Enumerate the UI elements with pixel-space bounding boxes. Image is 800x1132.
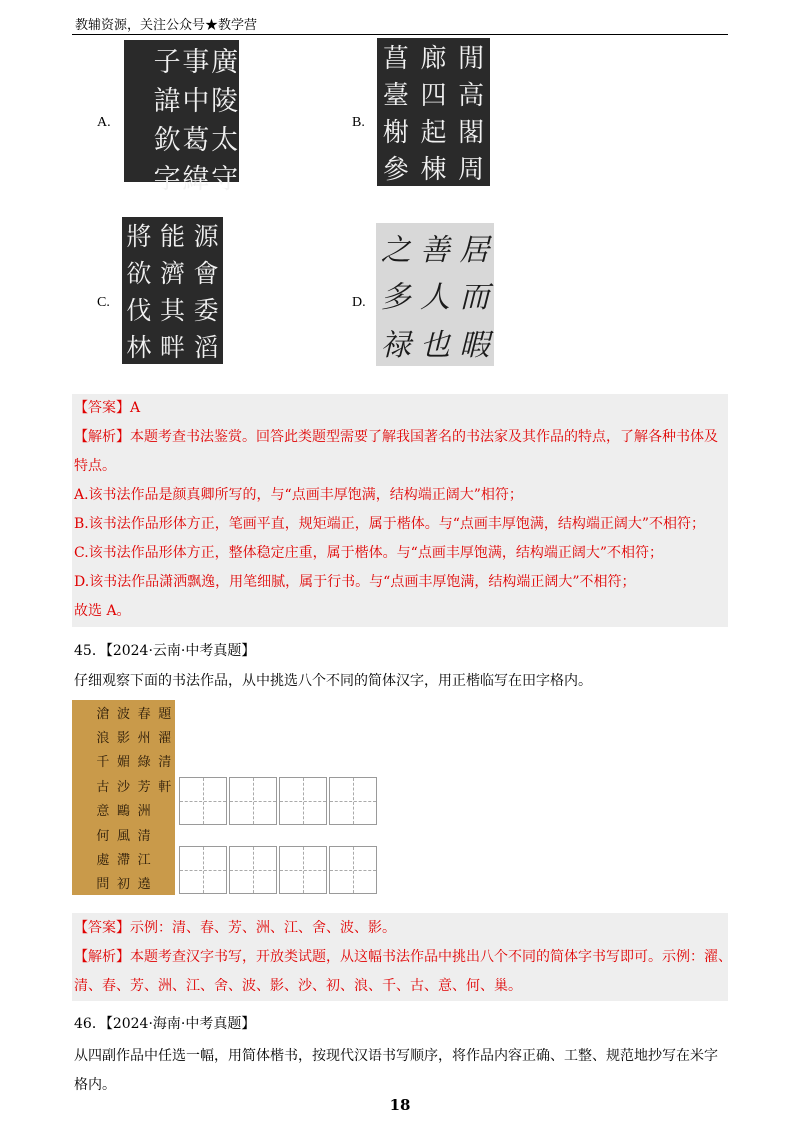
scroll-glyph: 古 [96,779,110,795]
scroll-glyph: 題 [158,706,172,722]
calligraphy-glyph: 滔 [193,332,219,362]
scroll-glyph: 影 [117,731,131,747]
answer-44-box [72,394,728,627]
calligraphy-glyph: 會 [193,259,219,289]
calligraphy-glyph: 閒 [458,44,485,74]
calligraphy-glyph: 能 [160,222,186,252]
tianzige-cell[interactable] [229,846,277,894]
calligraphy-glyph: 伐 [126,295,152,325]
scroll-glyph: 浪 [96,731,110,747]
scroll-glyph: 州 [137,731,151,747]
tianzige-cell[interactable] [229,777,277,825]
scroll-glyph: 遶 [137,877,151,893]
answer-44-line: B.该书法作品形体方正，笔画平直，规矩端正，属于楷体。与“点画丰厚饱满，结构端正阔大”不相符； [74,516,706,532]
calligraphy-glyph: 高 [458,81,485,111]
answer-44-line: 【解析】本题考查书法鉴赏。回答此类题型需要了解我国著名的书法家及其作品的特点，了解各种书体及 [74,429,718,445]
page-number: 18 [389,1096,411,1114]
scroll-glyph: 濯 [158,731,172,747]
scroll-glyph: 風 [117,828,131,844]
answer-45-box [72,913,732,1001]
scroll-glyph [72,724,93,748]
calligraphy-glyph: 禄 [380,328,411,364]
calligraphy-glyph: 棟 [420,155,447,185]
calligraphy-glyph: 善 [420,232,451,268]
option-a-label: A. [97,115,111,130]
question-45-calligraphy-image [72,700,175,895]
calligraphy-glyph: 中 [182,86,210,117]
answer-44-line: D.该书法作品潇洒飘逸，用笔细腻，属于行书。与“点画丰厚饱满，结构端正阔大”不相符； [74,574,636,590]
calligraphy-glyph: 事 [182,47,210,78]
scroll-glyph [72,871,93,895]
answer-45-answer: 【答案】示例：清、春、芳、洲、江、舍、波、影。 [74,920,396,936]
calligraphy-glyph: 廊 [420,44,447,74]
calligraphy-glyph: 守 [211,164,239,195]
calligraphy-glyph: 委 [193,295,219,325]
tianzige-row-2 [179,846,379,894]
page-header: 教辅资源，关注公众号★教学营 [75,18,258,33]
calligraphy-glyph: 參 [382,155,409,185]
calligraphy-glyph: 陵 [211,86,239,117]
scroll-glyph: 綠 [137,755,151,771]
calligraphy-glyph: 欽 [153,125,181,156]
answer-45-analysis-line: 【解析】本题考查汉字书写，开放类试题，从这幅书法作品中挑出八个不同的简体字书写即可。示例：濯、 [74,949,732,965]
question-46-line: 格内。 [74,1077,116,1093]
calligraphy-glyph: 諱 [153,86,181,117]
scroll-glyph: 問 [96,877,110,893]
answer-45-analysis-line: 清、春、芳、洲、江、舍、波、影、沙、初、浪、千、古、意、何、巢。 [74,978,522,994]
calligraphy-glyph: 葛 [182,125,210,156]
header-rule [72,34,728,35]
calligraphy-glyph: 四 [420,81,447,111]
question-46-title: 46．【2024·海南·中考真题】 [74,1016,256,1032]
answer-44-line: 特点。 [74,458,116,474]
calligraphy-glyph: 而 [459,280,490,316]
scroll-glyph [72,700,93,724]
scroll-glyph: 處 [96,852,110,868]
scroll-glyph [154,846,175,870]
scroll-glyph: 洲 [137,804,151,820]
scroll-glyph: 軒 [158,779,172,795]
tianzige-cell[interactable] [179,777,227,825]
calligraphy-glyph: 臺 [382,81,409,111]
calligraphy-glyph: 緯 [182,164,210,195]
calligraphy-glyph: 欲 [126,259,152,289]
tianzige-cell[interactable] [329,846,377,894]
answer-44-line: A.该书法作品是颜真卿所写的，与“点画丰厚饱满，结构端正阔大”相符； [74,487,523,503]
question-45-title: 45．【2024·云南·中考真题】 [74,643,256,659]
calligraphy-glyph: 源 [193,222,219,252]
option-c-calligraphy-image [122,217,223,364]
scroll-glyph: 初 [117,877,131,893]
calligraphy-glyph: 林 [126,332,152,362]
scroll-glyph: 春 [137,706,151,722]
scroll-glyph: 千 [96,755,110,771]
calligraphy-glyph: 起 [420,118,447,148]
answer-44-line: 故选 A。 [74,603,131,619]
tianzige-cell[interactable] [279,846,327,894]
calligraphy-glyph: 子 [153,47,181,78]
scroll-glyph [154,871,175,895]
calligraphy-glyph: 人 [420,280,451,316]
answer-44-answer: 【答案】A [74,400,141,416]
calligraphy-glyph: 暇 [459,328,490,364]
scroll-glyph: 意 [96,804,110,820]
tianzige-cell[interactable] [179,846,227,894]
scroll-glyph: 波 [117,706,131,722]
calligraphy-glyph: 之 [380,232,411,268]
question-46-line: 从四副作品中任选一幅，用简体楷书，按现代汉语书写顺序，将作品内容正确、工整、规范地抄写在米字 [74,1048,718,1064]
scroll-glyph: 何 [96,828,110,844]
question-45-prompt: 仔细观察下面的书法作品，从中挑选八个不同的简体汉字，用正楷临写在田字格内。 [74,673,592,689]
calligraphy-glyph: 字 [153,164,181,195]
calligraphy-glyph: 將 [126,222,152,252]
option-c-label: C. [97,295,110,310]
option-d-calligraphy-image [376,223,494,366]
scroll-glyph: 媚 [117,755,131,771]
scroll-glyph: 鷗 [117,804,131,820]
calligraphy-glyph: 多 [380,280,411,316]
option-a-calligraphy-image [124,40,239,195]
scroll-glyph [72,798,93,822]
scroll-glyph: 清 [158,755,172,771]
scroll-glyph: 江 [137,852,151,868]
scroll-glyph: 芳 [137,779,151,795]
calligraphy-glyph: 居 [459,232,490,268]
calligraphy-glyph: 畔 [160,332,186,362]
calligraphy-glyph: 廣 [211,47,239,78]
tianzige-cell[interactable] [279,777,327,825]
scroll-glyph [154,798,175,822]
tianzige-cell[interactable] [329,777,377,825]
scroll-glyph [72,846,93,870]
calligraphy-glyph: 其 [160,295,186,325]
calligraphy-glyph: 榭 [382,118,409,148]
scroll-glyph [72,749,93,773]
calligraphy-glyph: 菖 [382,44,409,74]
calligraphy-glyph: 周 [458,155,485,185]
scroll-glyph [154,822,175,846]
calligraphy-glyph: 閣 [458,118,485,148]
calligraphy-glyph: 濟 [160,259,186,289]
calligraphy-glyph: 太 [211,125,239,156]
scroll-glyph: 滯 [117,852,131,868]
scroll-glyph: 清 [137,828,151,844]
option-d-label: D. [352,295,366,310]
option-b-calligraphy-image [377,38,490,186]
calligraphy-glyph: 也 [420,328,451,364]
tianzige-row-1 [179,777,379,825]
scroll-glyph: 滄 [96,706,110,722]
option-b-label: B. [352,115,365,130]
scroll-glyph [72,822,93,846]
answer-44-line: C.该书法作品形体方正，整体稳定庄重，属于楷体。与“点画丰厚饱满，结构端正阔大”不相符； [74,545,663,561]
scroll-glyph [72,773,93,797]
scroll-glyph: 沙 [117,779,131,795]
